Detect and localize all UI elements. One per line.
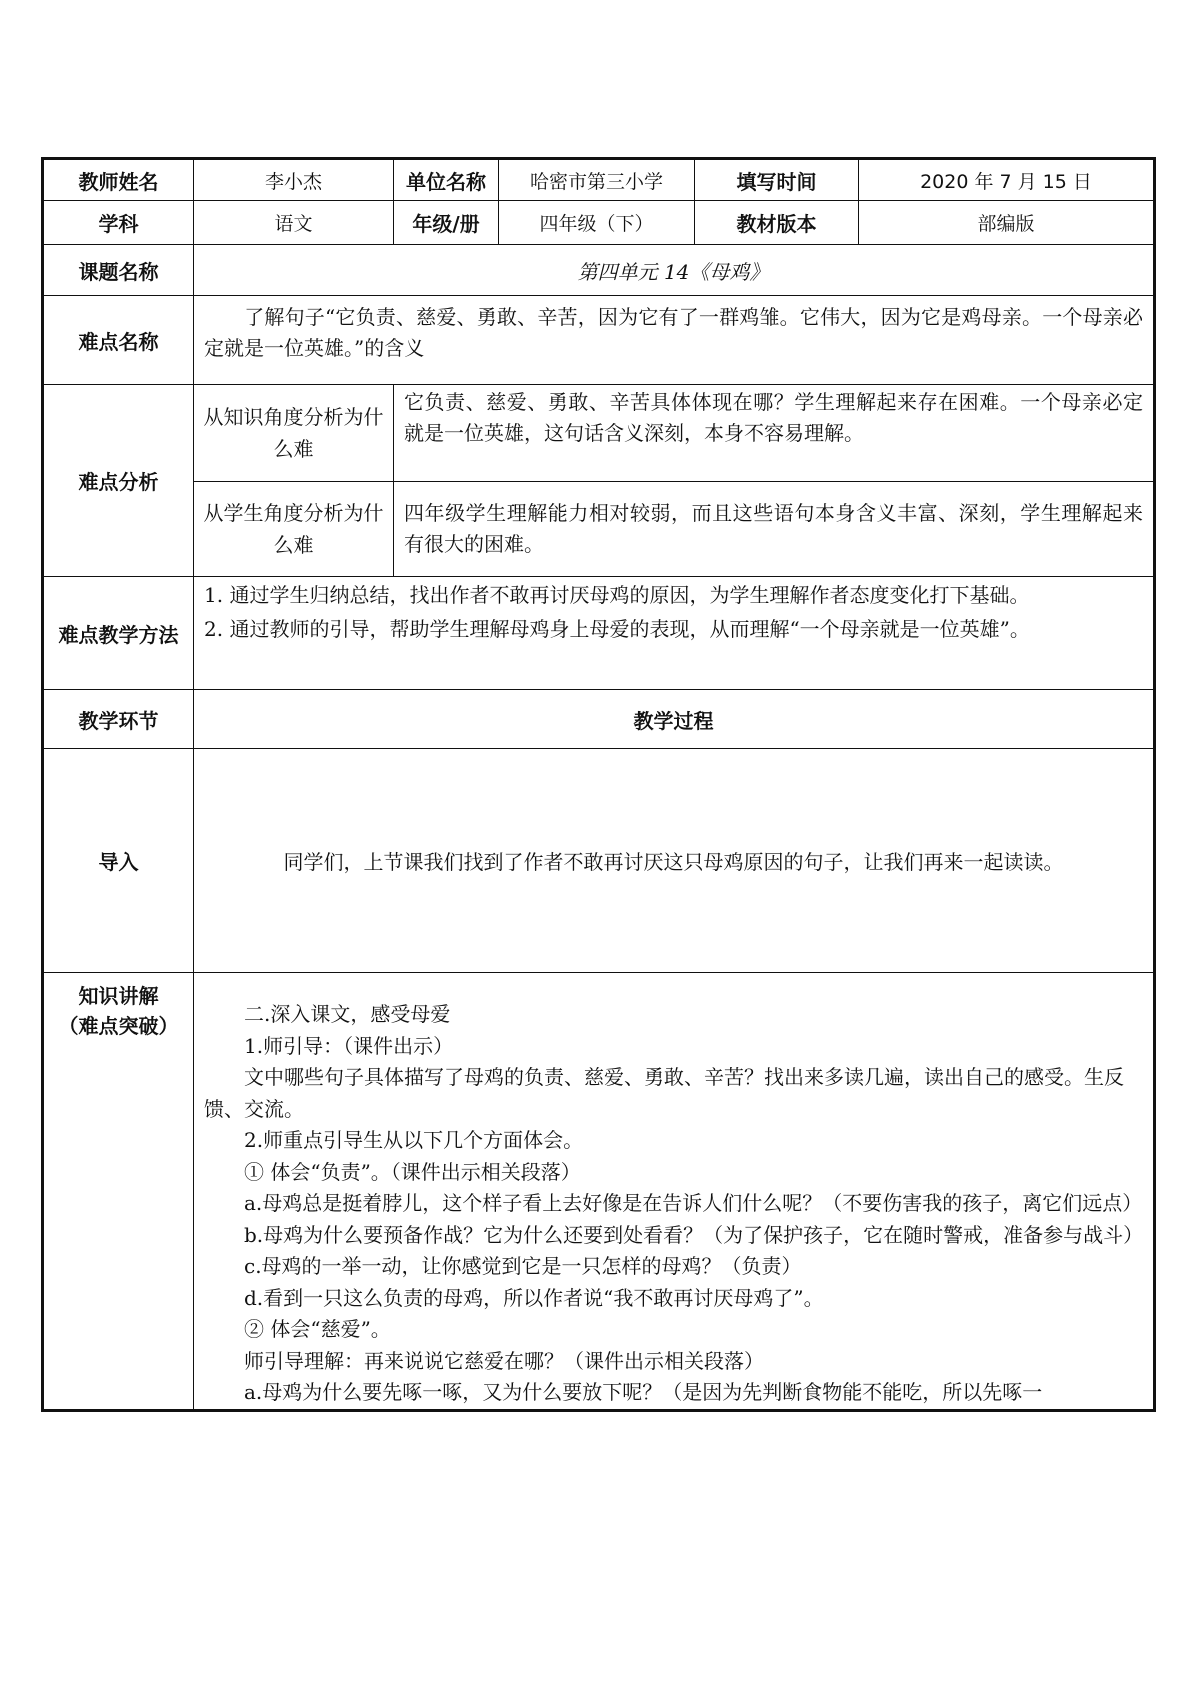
knowledge-paragraph: a.母鸡为什么要先啄一啄，又为什么要放下呢？（是因为先判断食物能不能吃，所以先啄一 [244,1380,1043,1404]
subject-value: 语文 [194,201,394,245]
knowledge-paragraph: b.母鸡为什么要预备作战？它为什么还要到处看看？（为了保护孩子，它在随时警戒，准备参与战斗） [244,1222,1144,1247]
knowledge-paragraph: 1.师引导：（课件出示） [244,1033,454,1058]
student-angle-text: 四年级学生理解能力相对较弱，而且这些语句本身含义丰富、深刻，学生理解起来有很大的困难。 [404,501,1143,556]
knowledge-paragraph: ① 体会“负责”。（课件出示相关段落） [244,1159,581,1184]
process-header-row [43,690,1155,749]
knowledge-paragraph: ② 体会“慈爱”。 [244,1317,391,1341]
knowledge-angle-text: 它负责、慈爱、勇敢、辛苦具体体现在哪？学生理解起来存在困难。一个母亲必定就是一位英雄，这句话含义深刻，本身不容易理解。 [404,390,1143,445]
teacher-name-value: 李小杰 [194,159,394,201]
knowledge-paragraph: c.母鸡的一举一动，让你感觉到它是一只怎样的母鸡？（负责） [244,1254,802,1278]
header-row-1 [43,159,1155,201]
fill-date-label: 填写时间 [695,159,859,201]
analysis-label: 难点分析 [43,385,194,577]
knowledge-label [43,973,194,1411]
intro-label: 导入 [43,749,194,973]
knowledge-angle-label: 从知识角度分析为什么难 [194,385,394,482]
teacher-name-label: 教师姓名 [43,159,194,201]
knowledge-row [43,973,1155,1411]
knowledge-label-line1: 知识讲解 [78,984,159,1008]
school-value: 哈密市第三小学 [499,159,695,201]
topic-label: 课题名称 [43,245,194,296]
methods-label: 难点教学方法 [43,577,194,690]
topic-value: 第四单元 14《母鸡》 [194,245,1155,296]
header-row-2 [43,201,1155,245]
knowledge-paragraph: a.母鸡总是挺着脖儿，这个样子看上去好像是在告诉人们什么呢？（不要伤害我的孩子，离它们远点） [244,1191,1143,1215]
analysis-row-student [43,482,1155,577]
grade-label: 年级/册 [394,201,499,245]
knowledge-paragraph: d.看到一只这么负责的母鸡，所以作者说“我不敢再讨厌母鸡了”。 [244,1285,824,1310]
edition-value: 部编版 [859,201,1155,245]
knowledge-body [194,973,1153,1409]
fill-date-value: 2020 年 7 月 15 日 [859,159,1155,201]
difficulty-text: 了解句子“它负责、慈爱、勇敢、辛苦，因为它有了一群鸡雏。它伟大，因为它是鸡母亲。一个母亲必定就是一位英雄。”的含义 [204,305,1143,360]
process-header: 教学过程 [194,690,1155,749]
subject-label: 学科 [43,201,194,245]
school-label: 单位名称 [394,159,499,201]
difficulty-row [43,296,1155,385]
methods-item: 2. 通过教师的引导，帮助学生理解母鸡身上母爱的表现，从而理解“一个母亲就是一位英雄”。 [204,617,1030,641]
methods-item: 1. 通过学生归纳总结，找出作者不敢再讨厌母鸡的原因，为学生理解作者态度变化打下基础。 [204,583,1030,607]
difficulty-label: 难点名称 [43,296,194,385]
analysis-row-knowledge [43,385,1155,482]
student-angle-label: 从学生角度分析为什么难 [194,482,394,577]
grade-value: 四年级（下） [499,201,695,245]
topic-row [43,245,1155,296]
intro-text: 同学们，上节课我们找到了作者不敢再讨厌这只母鸡原因的句子，让我们再来一起读读。 [194,749,1155,973]
knowledge-paragraph: 二.深入课文，感受母爱 [244,1002,451,1026]
lesson-plan-table [41,157,1156,1412]
intro-row [43,749,1155,973]
edition-label: 教材版本 [695,201,859,245]
knowledge-paragraph: 2.师重点引导生从以下几个方面体会。 [244,1128,584,1152]
knowledge-label-line2: （难点突破） [58,1014,179,1038]
knowledge-paragraph: 师引导理解：再来说说它慈爱在哪？（课件出示相关段落） [244,1348,764,1373]
stage-header: 教学环节 [43,690,194,749]
knowledge-paragraph: 文中哪些句子具体描写了母鸡的负责、慈爱、勇敢、辛苦？找出来多读几遍，读出自己的感受。生反馈、交流。 [204,1065,1124,1121]
methods-row [43,577,1155,690]
